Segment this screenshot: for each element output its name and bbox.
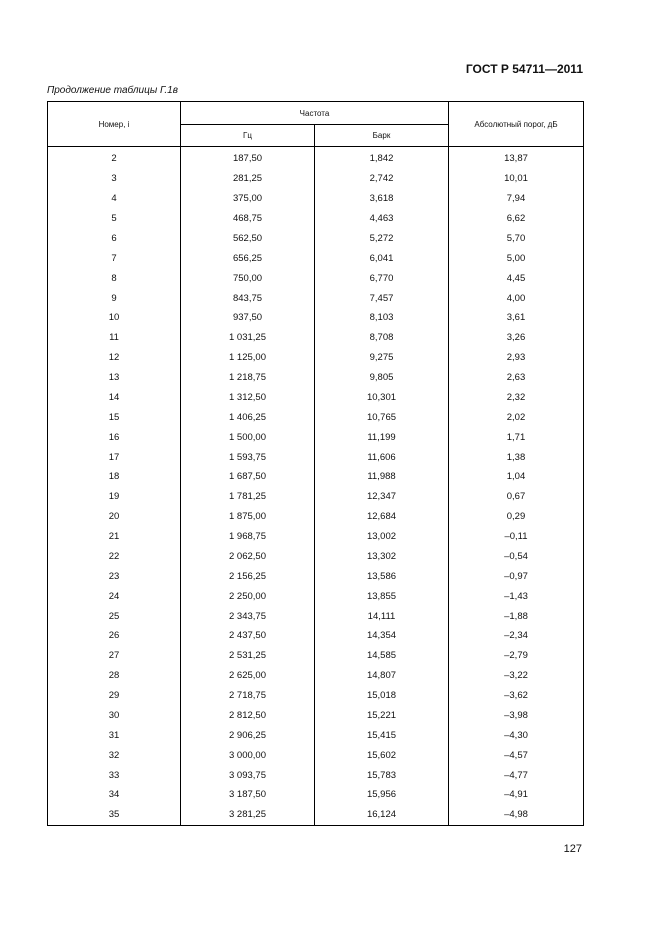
- cell-hz: 2 250,00: [181, 586, 315, 606]
- header-number: Номер, i: [48, 102, 181, 147]
- table-row: [48, 686, 584, 706]
- cell-number: 13: [48, 368, 181, 388]
- cell-bark: 15,018: [315, 686, 449, 706]
- cell-hz: 2 343,75: [181, 606, 315, 626]
- cell-hz: 468,75: [181, 209, 315, 229]
- header-frequency: Частота: [181, 102, 449, 125]
- cell-number: 21: [48, 527, 181, 547]
- cell-threshold: 10,01: [449, 169, 584, 189]
- table-row: [48, 706, 584, 726]
- cell-hz: 1 593,75: [181, 447, 315, 467]
- cell-bark: 14,585: [315, 646, 449, 666]
- table-row: [48, 547, 584, 567]
- header-threshold: Абсолютный порог, дБ: [449, 102, 584, 147]
- cell-number: 27: [48, 646, 181, 666]
- table-row: [48, 626, 584, 646]
- cell-hz: 1 031,25: [181, 328, 315, 348]
- table-row: [48, 427, 584, 447]
- cell-number: 15: [48, 407, 181, 427]
- cell-bark: 9,275: [315, 348, 449, 368]
- cell-bark: 14,111: [315, 606, 449, 626]
- cell-threshold: 7,94: [449, 189, 584, 209]
- cell-number: 22: [48, 547, 181, 567]
- table-row: [48, 527, 584, 547]
- table-row: [48, 348, 584, 368]
- cell-threshold: 2,02: [449, 407, 584, 427]
- cell-threshold: 3,26: [449, 328, 584, 348]
- table-row: [48, 785, 584, 805]
- cell-threshold: 4,45: [449, 268, 584, 288]
- cell-bark: 15,221: [315, 706, 449, 726]
- cell-bark: 14,354: [315, 626, 449, 646]
- table-row: [48, 328, 584, 348]
- table-row: [48, 586, 584, 606]
- cell-hz: 2 062,50: [181, 547, 315, 567]
- cell-threshold: 5,00: [449, 248, 584, 268]
- cell-hz: 843,75: [181, 288, 315, 308]
- cell-threshold: 0,67: [449, 487, 584, 507]
- cell-threshold: –4,57: [449, 745, 584, 765]
- cell-threshold: –2,79: [449, 646, 584, 666]
- cell-number: 16: [48, 427, 181, 447]
- cell-threshold: 13,87: [449, 147, 584, 169]
- cell-threshold: 2,63: [449, 368, 584, 388]
- table-row: [48, 745, 584, 765]
- cell-bark: 2,742: [315, 169, 449, 189]
- cell-number: 11: [48, 328, 181, 348]
- cell-hz: 375,00: [181, 189, 315, 209]
- cell-number: 2: [48, 147, 181, 169]
- cell-number: 10: [48, 308, 181, 328]
- cell-number: 34: [48, 785, 181, 805]
- cell-bark: 13,002: [315, 527, 449, 547]
- cell-threshold: –0,97: [449, 566, 584, 586]
- cell-bark: 9,805: [315, 368, 449, 388]
- cell-threshold: –3,62: [449, 686, 584, 706]
- cell-number: 8: [48, 268, 181, 288]
- cell-threshold: 1,71: [449, 427, 584, 447]
- cell-bark: 16,124: [315, 805, 449, 825]
- cell-hz: 1 875,00: [181, 507, 315, 527]
- cell-bark: 6,041: [315, 248, 449, 268]
- table-row: [48, 407, 584, 427]
- cell-hz: 1 312,50: [181, 388, 315, 408]
- cell-number: 12: [48, 348, 181, 368]
- table-row: [48, 507, 584, 527]
- cell-bark: 3,618: [315, 189, 449, 209]
- cell-bark: 15,602: [315, 745, 449, 765]
- cell-threshold: –4,91: [449, 785, 584, 805]
- cell-hz: 3 281,25: [181, 805, 315, 825]
- cell-bark: 7,457: [315, 288, 449, 308]
- table-row: [48, 229, 584, 249]
- cell-hz: 562,50: [181, 229, 315, 249]
- cell-bark: 15,415: [315, 725, 449, 745]
- table-row: [48, 268, 584, 288]
- threshold-table: [47, 101, 584, 826]
- table-row: [48, 606, 584, 626]
- cell-hz: 3 000,00: [181, 745, 315, 765]
- table-row: [48, 646, 584, 666]
- cell-threshold: 0,29: [449, 507, 584, 527]
- cell-bark: 13,855: [315, 586, 449, 606]
- cell-threshold: 2,93: [449, 348, 584, 368]
- header-hz: Гц: [181, 125, 315, 147]
- cell-threshold: –1,43: [449, 586, 584, 606]
- cell-bark: 11,988: [315, 467, 449, 487]
- cell-number: 26: [48, 626, 181, 646]
- table-row: [48, 487, 584, 507]
- table-row: [48, 566, 584, 586]
- cell-number: 24: [48, 586, 181, 606]
- cell-bark: 11,199: [315, 427, 449, 447]
- table-row: [48, 308, 584, 328]
- cell-number: 6: [48, 229, 181, 249]
- cell-hz: 2 718,75: [181, 686, 315, 706]
- cell-hz: 1 406,25: [181, 407, 315, 427]
- cell-hz: 3 187,50: [181, 785, 315, 805]
- cell-hz: 1 218,75: [181, 368, 315, 388]
- cell-hz: 2 531,25: [181, 646, 315, 666]
- cell-hz: 750,00: [181, 268, 315, 288]
- cell-hz: 1 968,75: [181, 527, 315, 547]
- cell-bark: 8,708: [315, 328, 449, 348]
- table-header: [48, 102, 584, 147]
- cell-number: 25: [48, 606, 181, 626]
- cell-bark: 15,956: [315, 785, 449, 805]
- cell-bark: 13,586: [315, 566, 449, 586]
- cell-number: 28: [48, 666, 181, 686]
- cell-threshold: –1,88: [449, 606, 584, 626]
- cell-bark: 12,684: [315, 507, 449, 527]
- table-row: [48, 189, 584, 209]
- cell-threshold: 6,62: [449, 209, 584, 229]
- table-row: [48, 388, 584, 408]
- cell-hz: 2 812,50: [181, 706, 315, 726]
- cell-number: 29: [48, 686, 181, 706]
- cell-number: 9: [48, 288, 181, 308]
- cell-hz: 2 906,25: [181, 725, 315, 745]
- cell-number: 18: [48, 467, 181, 487]
- cell-bark: 11,606: [315, 447, 449, 467]
- table-row: [48, 248, 584, 268]
- cell-number: 3: [48, 169, 181, 189]
- cell-hz: 2 625,00: [181, 666, 315, 686]
- cell-hz: 1 687,50: [181, 467, 315, 487]
- document-code: ГОСТ Р 54711—2011: [465, 62, 583, 76]
- table-row: [48, 765, 584, 785]
- header-bark: Барк: [315, 125, 449, 147]
- table-body: [48, 147, 584, 826]
- table-caption: Продолжение таблицы Г.1в: [47, 85, 178, 96]
- table-row: [48, 169, 584, 189]
- cell-number: 33: [48, 765, 181, 785]
- cell-bark: 5,272: [315, 229, 449, 249]
- table-row: [48, 209, 584, 229]
- cell-number: 35: [48, 805, 181, 825]
- cell-threshold: 1,38: [449, 447, 584, 467]
- cell-bark: 12,347: [315, 487, 449, 507]
- cell-hz: 1 781,25: [181, 487, 315, 507]
- cell-hz: 937,50: [181, 308, 315, 328]
- cell-hz: 281,25: [181, 169, 315, 189]
- cell-threshold: 1,04: [449, 467, 584, 487]
- cell-threshold: 5,70: [449, 229, 584, 249]
- cell-bark: 13,302: [315, 547, 449, 567]
- cell-bark: 8,103: [315, 308, 449, 328]
- table-row: [48, 368, 584, 388]
- cell-hz: 2 156,25: [181, 566, 315, 586]
- cell-threshold: 3,61: [449, 308, 584, 328]
- cell-bark: 10,765: [315, 407, 449, 427]
- cell-threshold: –4,30: [449, 725, 584, 745]
- cell-number: 5: [48, 209, 181, 229]
- cell-bark: 4,463: [315, 209, 449, 229]
- cell-number: 23: [48, 566, 181, 586]
- cell-number: 7: [48, 248, 181, 268]
- cell-hz: 1 125,00: [181, 348, 315, 368]
- cell-hz: 187,50: [181, 147, 315, 169]
- cell-bark: 6,770: [315, 268, 449, 288]
- table-row: [48, 666, 584, 686]
- cell-bark: 1,842: [315, 147, 449, 169]
- cell-threshold: –2,34: [449, 626, 584, 646]
- cell-hz: 656,25: [181, 248, 315, 268]
- table-row: [48, 467, 584, 487]
- cell-number: 4: [48, 189, 181, 209]
- cell-number: 19: [48, 487, 181, 507]
- cell-threshold: 4,00: [449, 288, 584, 308]
- page-number: 127: [563, 843, 582, 855]
- cell-bark: 15,783: [315, 765, 449, 785]
- cell-threshold: –3,98: [449, 706, 584, 726]
- cell-hz: 3 093,75: [181, 765, 315, 785]
- cell-threshold: –0,54: [449, 547, 584, 567]
- table-row: [48, 725, 584, 745]
- cell-number: 32: [48, 745, 181, 765]
- cell-bark: 14,807: [315, 666, 449, 686]
- table-row: [48, 288, 584, 308]
- cell-hz: 2 437,50: [181, 626, 315, 646]
- cell-bark: 10,301: [315, 388, 449, 408]
- table-row: [48, 447, 584, 467]
- cell-number: 20: [48, 507, 181, 527]
- cell-number: 14: [48, 388, 181, 408]
- table-row: [48, 147, 584, 169]
- cell-threshold: –4,98: [449, 805, 584, 825]
- cell-number: 31: [48, 725, 181, 745]
- cell-number: 30: [48, 706, 181, 726]
- table-row: [48, 805, 584, 825]
- cell-threshold: –3,22: [449, 666, 584, 686]
- cell-threshold: –0,11: [449, 527, 584, 547]
- cell-hz: 1 500,00: [181, 427, 315, 447]
- cell-threshold: –4,77: [449, 765, 584, 785]
- cell-number: 17: [48, 447, 181, 467]
- cell-threshold: 2,32: [449, 388, 584, 408]
